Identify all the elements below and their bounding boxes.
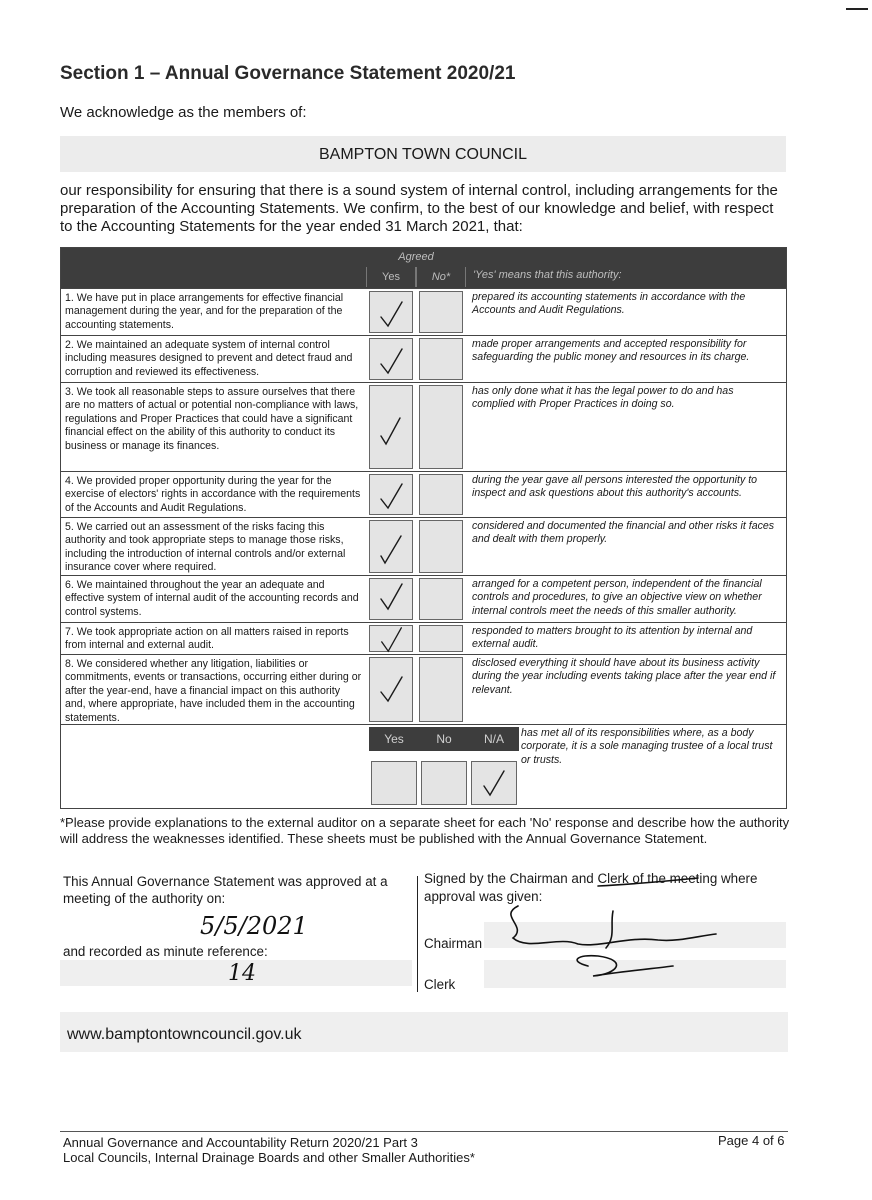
- website-link[interactable]: www.bamptontowncouncil.gov.uk: [67, 1026, 302, 1043]
- footer-text: [63, 1135, 475, 1165]
- statement-text: 2. We maintained an adequate system of internal control including measures designed to prevent and detect fraud and corruption and reviewed its effectiveness.: [65, 339, 353, 378]
- check-mark-icon: [378, 626, 406, 654]
- table-header: [61, 248, 786, 288]
- footnote: *Please provide explanations to the external auditor on a separate sheet for each 'No' response and describe how the authority will address the weaknesses identified. These sheets must be published with the Annual Governance Statement.: [60, 815, 790, 846]
- table-row: [61, 382, 786, 471]
- minute-reference: 14: [228, 961, 256, 986]
- yes-box[interactable]: [369, 657, 413, 722]
- yes-box[interactable]: [369, 474, 413, 515]
- meaning-text: responded to matters brought to its attention by internal and external audit.: [472, 625, 753, 651]
- check-mark-icon: [378, 299, 406, 329]
- section-title: Section 1 – Annual Governance Statement 2020/21: [60, 63, 516, 84]
- page-number: Page 4 of 6: [718, 1133, 785, 1148]
- no-box[interactable]: [419, 474, 463, 515]
- table-row: [61, 517, 786, 575]
- yes-box[interactable]: [369, 520, 413, 573]
- table-row: [61, 622, 786, 654]
- yes-box[interactable]: [369, 338, 413, 380]
- table-row: [61, 335, 786, 382]
- meaning-text: arranged for a competent person, independent of the financial controls and procedures, to give an objective view on whether internal controls meet the needs of this smaller authority.: [472, 578, 762, 617]
- check-mark-icon: [378, 531, 406, 567]
- chairman-label: Chairman: [424, 936, 483, 951]
- no-box[interactable]: [421, 761, 467, 805]
- check-mark-icon: [378, 674, 406, 704]
- footer-line-2: Local Councils, Internal Drainage Boards and other Smaller Authorities*: [63, 1150, 475, 1165]
- meaning-text: disclosed everything it should have about its business activity during the year including events taking place after the year end if relevant.: [472, 657, 776, 696]
- divider: [417, 876, 418, 992]
- statement-text: 8. We considered whether any litigation, liabilities or commitments, events or transactions, occurring either during or after the year-end, have a financial impact on this authority and, where appropriate, have included them in the accounting statements.: [65, 658, 362, 724]
- yes-box[interactable]: [369, 578, 413, 620]
- corner-mark: [846, 8, 868, 10]
- approval-date[interactable]: 5/5/2021: [200, 912, 308, 940]
- na-header: N/A: [469, 727, 519, 751]
- approval-text: This Annual Governance Statement was approved at a meeting of the authority on:: [63, 874, 388, 906]
- yes-box[interactable]: [371, 761, 417, 805]
- yes-box[interactable]: [369, 291, 413, 333]
- no-box[interactable]: [419, 625, 463, 652]
- footer-line-1: Annual Governance and Accountability Return 2020/21 Part 3: [63, 1135, 418, 1150]
- means-header: 'Yes' means that this authority:: [473, 269, 622, 281]
- no-box[interactable]: [419, 338, 463, 380]
- check-mark-icon: [378, 481, 406, 511]
- no-header: No*: [416, 267, 466, 287]
- statement-text: 3. We took all reasonable steps to assure ourselves that there are no matters of actual or potential non-compliance with laws, regulations and Proper Practices that could have a significant financial effect on the ability of this authority to conduct its business or manage its finances.: [65, 386, 359, 452]
- statement-text: 1. We have put in place arrangements for effective financial management during the year, and for the preparation of the accounting statements.: [65, 292, 344, 331]
- agreed-header: Agreed: [398, 251, 434, 263]
- no-box[interactable]: [419, 578, 463, 620]
- table-row: [61, 654, 786, 724]
- signature-icon: [498, 876, 728, 986]
- meaning-text: during the year gave all persons interested the opportunity to inspect and ask questions about this authority's accounts.: [472, 474, 758, 500]
- minute-label: and recorded as minute reference:: [63, 944, 268, 959]
- table-row: [61, 724, 786, 808]
- table-row: [61, 471, 786, 517]
- yes-box[interactable]: [369, 385, 413, 469]
- clerk-label: Clerk: [424, 977, 456, 992]
- statement-text: 6. We maintained throughout the year an adequate and effective system of internal audit of the accounting records and control systems.: [65, 579, 359, 618]
- yes-header: Yes: [369, 727, 419, 751]
- footer-rule: [60, 1131, 788, 1132]
- acknowledge-text: We acknowledge as the members of:: [60, 104, 307, 121]
- na-box[interactable]: [471, 761, 517, 805]
- meaning-text: prepared its accounting statements in accordance with the Accounts and Audit Regulations.: [472, 291, 746, 317]
- signed-text: Signed by the Chairman and Clerk of the meeting where approval was given:: [424, 871, 758, 904]
- statement-text: 4. We provided proper opportunity during the year for the exercise of electors' rights in accordance with the requirements of the Accounts and Audit Regulations.: [65, 475, 361, 514]
- council-name: BAMPTON TOWN COUNCIL: [318, 146, 528, 163]
- governance-table: [60, 247, 787, 809]
- yes-header: Yes: [366, 267, 416, 287]
- no-box[interactable]: [419, 657, 463, 722]
- yes-box[interactable]: [369, 625, 413, 652]
- statement-text: 7. We took appropriate action on all matters raised in reports from internal and external audit.: [65, 626, 349, 652]
- no-box[interactable]: [419, 385, 463, 469]
- meaning-text: considered and documented the financial and other risks it faces and dealt with them properly.: [472, 520, 775, 546]
- meaning-text: has only done what it has the legal power to do and has complied with Proper Practices in doing so.: [472, 385, 734, 411]
- check-mark-icon: [480, 768, 508, 798]
- meaning-text: has met all of its responsibilities where, as a body corporate, it is a sole managing trustee of a local trust or trusts.: [521, 727, 773, 766]
- meaning-text: made proper arrangements and accepted responsibility for safeguarding the public money and resources in its charge.: [472, 338, 750, 364]
- no-header: No: [419, 727, 469, 751]
- check-mark-icon: [378, 414, 406, 448]
- intro-text: our responsibility for ensuring that there is a sound system of internal control, including arrangements for the preparation of the Accounting Statements. We confirm, to the best of our knowledge and belief, with respect to the Accounting Statements for the year ended 31 March 2021, that:: [60, 182, 778, 235]
- statement-text: 5. We carried out an assessment of the risks facing this authority and took appropriate steps to manage those risks, including the introduction of internal controls and/or external insurance cover where required.: [65, 521, 346, 574]
- no-box[interactable]: [419, 520, 463, 573]
- table-row: [61, 575, 786, 622]
- check-mark-icon: [378, 583, 406, 613]
- check-mark-icon: [378, 346, 406, 376]
- no-box[interactable]: [419, 291, 463, 333]
- table-row: [61, 288, 786, 335]
